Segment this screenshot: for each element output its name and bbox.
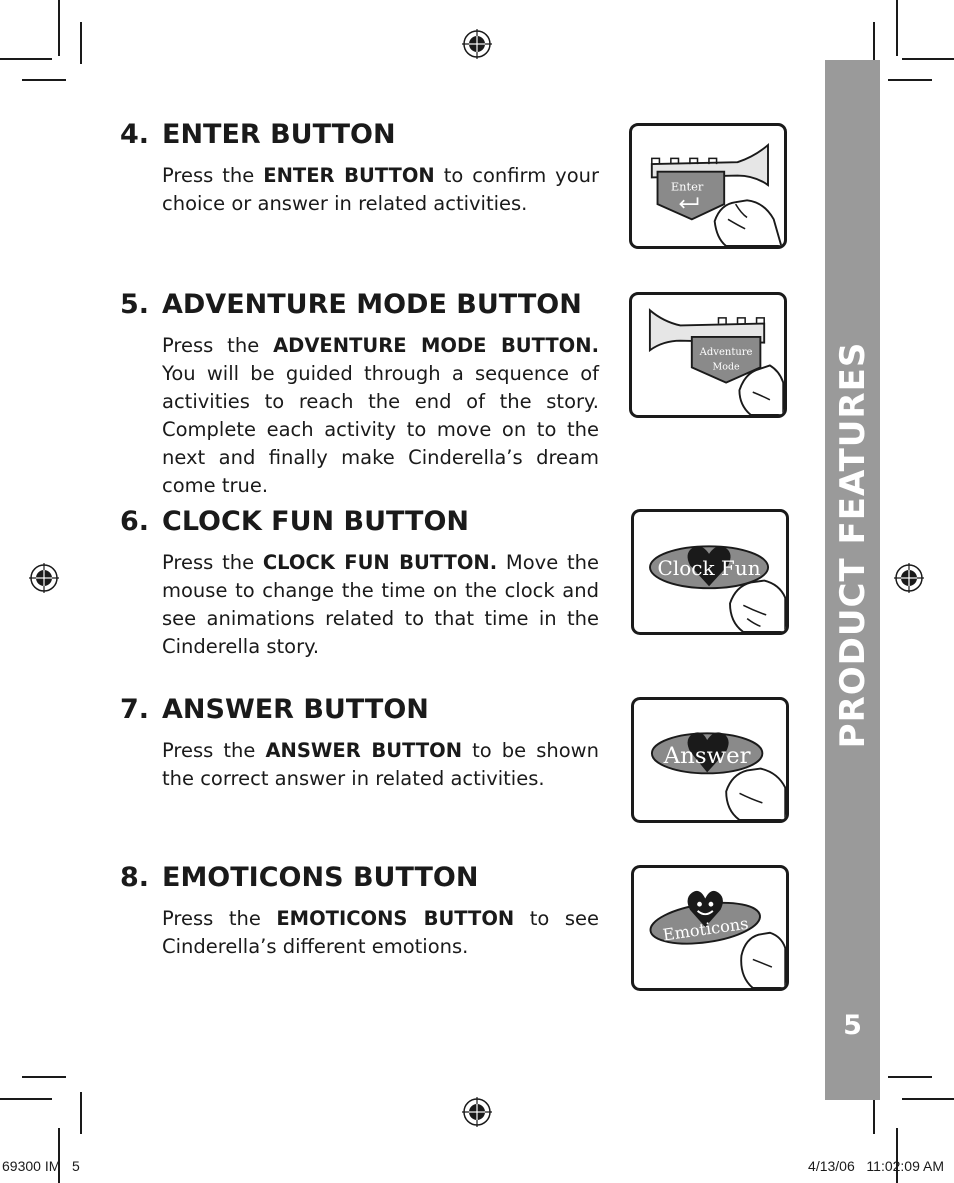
crop-mark (888, 79, 932, 81)
section-title: CLOCK FUN BUTTON (162, 506, 470, 537)
section-enter-button (120, 120, 600, 218)
registration-mark-icon (462, 29, 492, 59)
crop-mark (896, 1128, 898, 1183)
section-body (162, 737, 599, 793)
registration-mark-icon (462, 1097, 492, 1127)
sidebar-title-text: PRODUCT FEATURES (832, 341, 873, 749)
section-body (162, 905, 599, 961)
crop-mark (58, 1128, 60, 1183)
body-bold-text: ADVENTURE MODE BUTTON. (273, 334, 599, 357)
emoticons-button-illustration (631, 865, 789, 991)
page-number: 5 (843, 1010, 862, 1041)
section-number: 4. (120, 119, 150, 150)
body-text: to confirm your choice or answer in related activities. (162, 164, 599, 215)
section-heading (120, 507, 600, 537)
emoticons-label: Emoticons (661, 913, 750, 945)
body-bold-text: EMOTICONS BUTTON (276, 907, 515, 930)
crop-mark (80, 1092, 82, 1134)
section-number: 6. (120, 506, 150, 537)
section-body (162, 162, 599, 218)
enter-button-icon (632, 126, 784, 246)
body-text: Move the mouse to change the time on the clock and see animations related to that time in the Cinderella story. (162, 551, 599, 658)
clock-fun-button-icon (634, 512, 786, 632)
crop-mark (80, 22, 82, 64)
crop-mark (902, 58, 954, 60)
section-number: 8. (120, 862, 150, 893)
crop-mark (896, 0, 898, 56)
section-heading (120, 290, 600, 320)
section-emoticons-button (120, 863, 600, 961)
body-text: Press the (162, 551, 263, 574)
body-text: to be shown the correct answer in related activities. (162, 739, 599, 790)
crop-mark (888, 1076, 932, 1078)
answer-button-illustration (631, 697, 789, 823)
body-bold-text: ENTER BUTTON (263, 164, 435, 187)
footer-right: 4/13/06 11:02:09 AM (808, 1158, 944, 1174)
section-adventure-mode-button (120, 290, 600, 500)
section-heading (120, 863, 600, 893)
section-body (162, 549, 599, 661)
registration-mark-icon (894, 563, 924, 593)
section-title: ADVENTURE MODE BUTTON (162, 289, 582, 320)
body-text: Press the (162, 907, 277, 930)
adventure-mode-button-icon (632, 295, 784, 415)
section-title: ANSWER BUTTON (162, 694, 429, 725)
crop-mark (22, 79, 66, 81)
body-text: Press the (162, 739, 266, 762)
crop-mark (0, 1098, 52, 1100)
enter-label: Enter (670, 179, 704, 194)
section-title: ENTER BUTTON (162, 119, 396, 150)
answer-button-icon (634, 700, 786, 820)
mode-label: Mode (712, 361, 740, 373)
section-heading (120, 120, 600, 150)
registration-mark-icon (29, 563, 59, 593)
section-answer-button (120, 695, 600, 793)
crop-mark (0, 58, 52, 60)
body-text: Press the (162, 164, 264, 187)
crop-mark (22, 1076, 66, 1078)
section-heading (120, 695, 600, 725)
body-text: You will be guided through a sequence of activities to reach the end of the story. Complete each activity to move on to the next and finally make Cinderella’s dream come true. (162, 362, 599, 497)
section-number: 5. (120, 289, 150, 320)
section-clock-fun-button (120, 507, 600, 661)
adventure-mode-button-illustration (629, 292, 787, 418)
body-text: Press the (162, 334, 274, 357)
section-title: EMOTICONS BUTTON (162, 862, 479, 893)
crop-mark (902, 1098, 954, 1100)
section-number: 7. (120, 694, 150, 725)
adventure-label: Adventure (699, 347, 753, 358)
section-body (162, 332, 599, 500)
clock-fun-label: Clock Fun (657, 555, 761, 580)
body-bold-text: ANSWER BUTTON (265, 739, 463, 762)
crop-mark (873, 22, 875, 64)
enter-button-illustration (629, 123, 787, 249)
crop-mark (58, 0, 60, 56)
emoticons-button-icon (634, 868, 786, 988)
answer-label: Answer (663, 742, 751, 769)
clock-fun-button-illustration (631, 509, 789, 635)
body-text: to see Cinderella’s different emotions. (162, 907, 599, 958)
footer-left: 69300 IM 5 (2, 1158, 80, 1174)
body-bold-text: CLOCK FUN BUTTON. (262, 551, 498, 574)
